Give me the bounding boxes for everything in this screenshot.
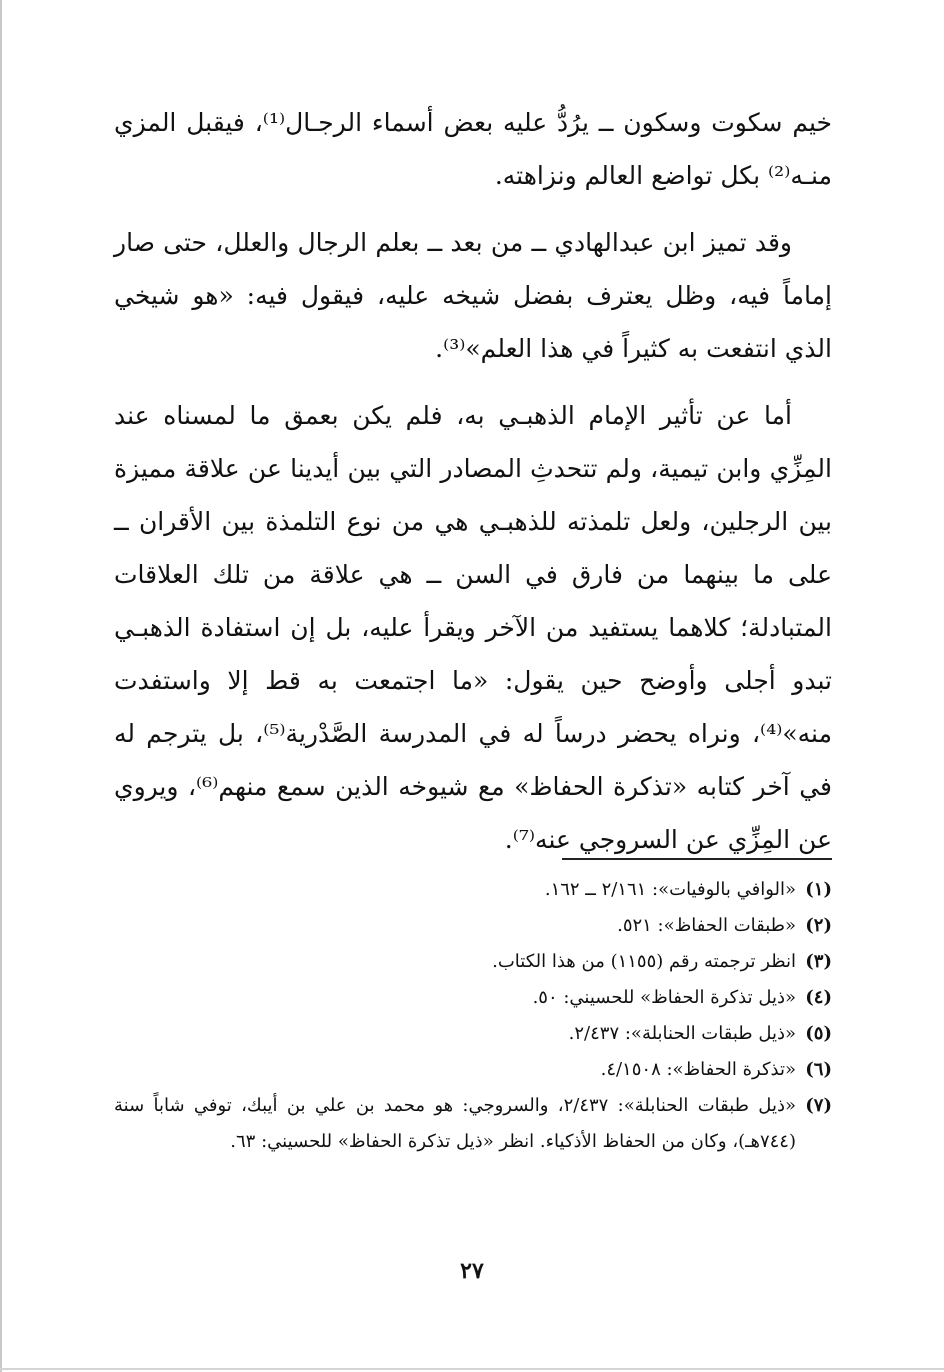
footnote-1 — [114, 872, 832, 908]
footnote-text: «تذكرة الحفاظ»: ٤/١٥٠٨. — [600, 1059, 796, 1080]
footnote-text: «طبقات الحفاظ»: ٥٢١. — [617, 915, 796, 936]
footnote-separator — [562, 858, 832, 860]
scan-edge-left — [0, 0, 2, 1372]
footnote-3 — [114, 944, 832, 980]
footnote-number: (٣) — [805, 951, 832, 972]
paragraph-1: خيم سكوت وسكون ــ يرُدُّ عليه بعض أسماء الرجـال⁽¹⁾، فيقبل المزي منـه⁽²⁾ بكل تواضع العالم ونزاهته. — [114, 108, 832, 190]
footnote-number: (١) — [805, 879, 832, 900]
footnote-2 — [114, 908, 832, 944]
page-number: ٢٧ — [460, 1258, 484, 1284]
footnote-6 — [114, 1052, 832, 1088]
main-text — [114, 96, 832, 880]
footnote-text: «ذيل طبقات الحنابلة»: ٢/٤٣٧، والسروجي: هو محمد بن علي بن أيبك، توفي شاباً سنة (٧٤٤هـ)، وكان من الحفاظ الأذكياء. انظر «ذيل تذكرة الحفاظ» للحسيني: ٦٣. — [114, 1095, 796, 1152]
footnote-number: (٦) — [805, 1059, 832, 1080]
footnote-7 — [114, 1088, 832, 1160]
footnote-5 — [114, 1016, 832, 1052]
footnote-4 — [114, 980, 832, 1016]
paragraph-2: وقد تميز ابن عبدالهادي ــ من بعد ــ بعلم الرجال والعلل، حتى صار إماماً فيه، وظل يعترف بفضل شيخه عليه، فيقول فيه: «هو شيخي الذي انتفعت به كثيراً في هذا العلم»⁽³⁾. — [114, 228, 832, 363]
paragraph-3: أما عن تأثير الإمام الذهبـي به، فلم يكن بعمق ما لمسناه عند المِزِّي وابن تيمية، ولم تتحدثِ المصادر التي بين أيدينا عن علاقة مميزة بين الرجلين، ولعل تلمذته للذهبـي هي من نوع التلمذة بين الأقران ــ على ما بينهما من فارق في السن ــ هي علاقة من تلك العلاقات المتبادلة؛ كلاهما يستفيد من الآخر ويقرأ عليه، بل إن استفادة الذهبـي تبدو أجلى وأوضح حين يقول: «ما اجتمعت به قط إلا واستفدت منه»⁽⁴⁾، ونراه يحضر درساً له في المدرسة الصَّدْرية⁽⁵⁾، بل يترجم له في آخر كتابه «تذكرة الحفاظ» مع شيوخه الذين سمع منهم⁽⁶⁾، ويروي عن المِزِّي عن السروجي عنه⁽⁷⁾. — [114, 401, 832, 854]
footnote-number: (٤) — [805, 987, 832, 1008]
footnote-number: (٧) — [805, 1095, 832, 1116]
scan-edge-bottom — [0, 1368, 944, 1370]
footnote-number: (٥) — [805, 1023, 832, 1044]
footnote-text: «ذيل طبقات الحنابلة»: ٢/٤٣٧. — [568, 1023, 796, 1044]
footnote-text: «ذيل تذكرة الحفاظ» للحسيني: ٥٠. — [532, 987, 796, 1008]
footnote-number: (٢) — [805, 915, 832, 936]
footnote-text: انظر ترجمته رقم (١١٥٥) من هذا الكتاب. — [492, 951, 796, 972]
footnotes-list — [114, 872, 832, 1160]
footnote-text: «الوافي بالوفيات»: ٢/١٦١ ــ ١٦٢. — [544, 879, 796, 900]
